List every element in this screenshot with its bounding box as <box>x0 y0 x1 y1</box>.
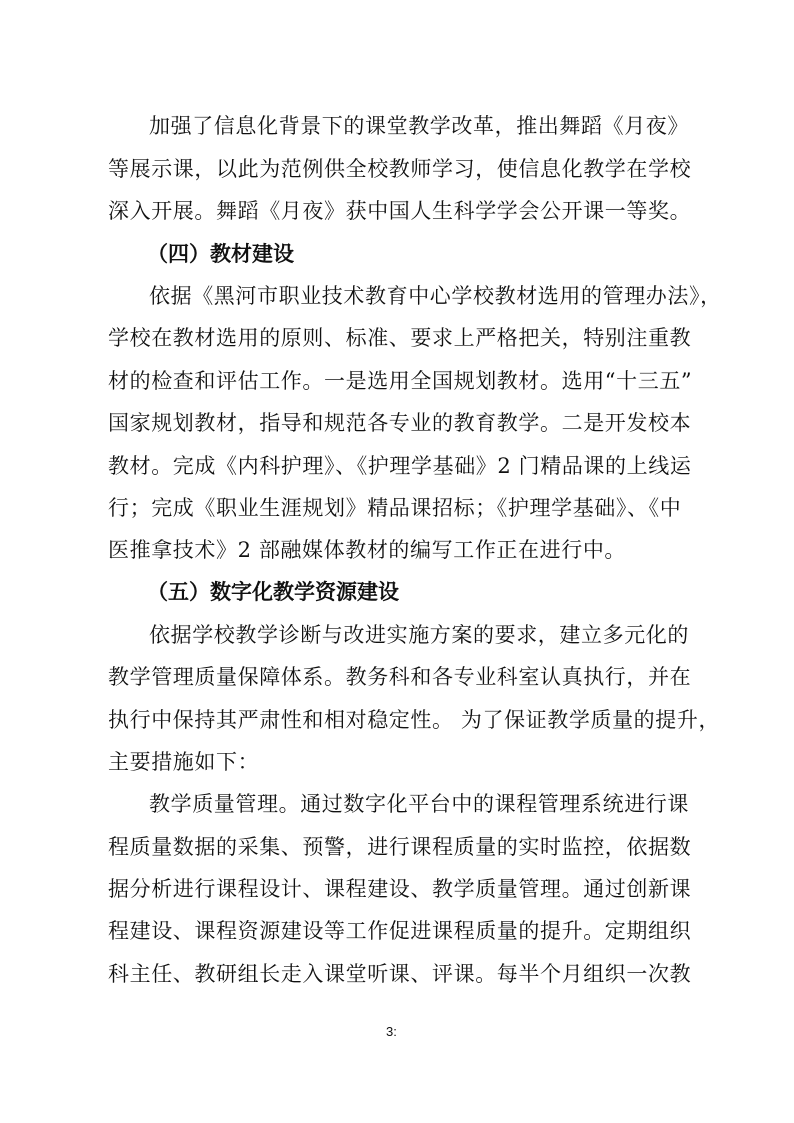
paragraph-line: 程质量数据的采集、预警，进行课程质量的实时监控，依据数 <box>108 835 692 859</box>
paragraph-line: 执行中保持其严肃性和相对稳定性。 为了保证教学质量的提升， <box>108 708 721 732</box>
paragraph-line: 程建设、课程资源建设等工作促进课程质量的提升。定期组织 <box>108 919 692 943</box>
paragraph-line: 依据学校教学诊断与改进实施方案的要求，建立多元化的 <box>149 623 689 647</box>
paragraph-line: 教学质量管理。通过数字化平台中的课程管理系统进行课 <box>149 792 689 816</box>
paragraph-line: 国家规划教材，指导和规范各专业的教育教学。二是开发校本 <box>108 411 692 435</box>
section-heading: （五）数字化教学资源建设 <box>147 579 399 604</box>
paragraph-line: 教材。完成《内科护理》、《护理学基础》2 门精品课的上线运 <box>108 454 692 478</box>
paragraph-line: 加强了信息化背景下的课堂教学改革，推出舞蹈《月夜》 <box>149 114 689 138</box>
paragraph-line: 行；完成《职业生涯规划》精品课招标；《护理学基础》、《中 <box>108 496 682 520</box>
page-number: 3: <box>386 1024 397 1039</box>
section-heading: （四）教材建设 <box>147 241 294 266</box>
paragraph-line: 教学管理质量保障体系。教务科和各专业科室认真执行，并在 <box>108 665 692 689</box>
paragraph-line: 材的检查和评估工作。一是选用全国规划教材。选用“十三五” <box>108 369 693 393</box>
paragraph-line: 主要措施如下： <box>108 750 260 774</box>
paragraph-line: 科主任、教研组长走入课堂听课、评课。每半个月组织一次教 <box>108 962 692 986</box>
paragraph-line: 等展示课，以此为范例供全校教师学习，使信息化教学在学校 <box>108 157 692 181</box>
paragraph-line: 深入开展。舞蹈《月夜》获中国人生科学学会公开课一等奖。 <box>108 199 692 223</box>
paragraph-line: 据分析进行课程设计、课程建设、教学质量管理。通过创新课 <box>108 877 692 901</box>
paragraph-line: 学校在教材选用的原则、标准、要求上严格把关，特别注重教 <box>108 326 692 350</box>
paragraph-line: 依据《黑河市职业技术教育中心学校教材选用的管理办法》， <box>149 284 722 308</box>
paragraph-line: 医推拿技术》2 部融媒体教材的编写工作正在进行中。 <box>108 538 627 562</box>
